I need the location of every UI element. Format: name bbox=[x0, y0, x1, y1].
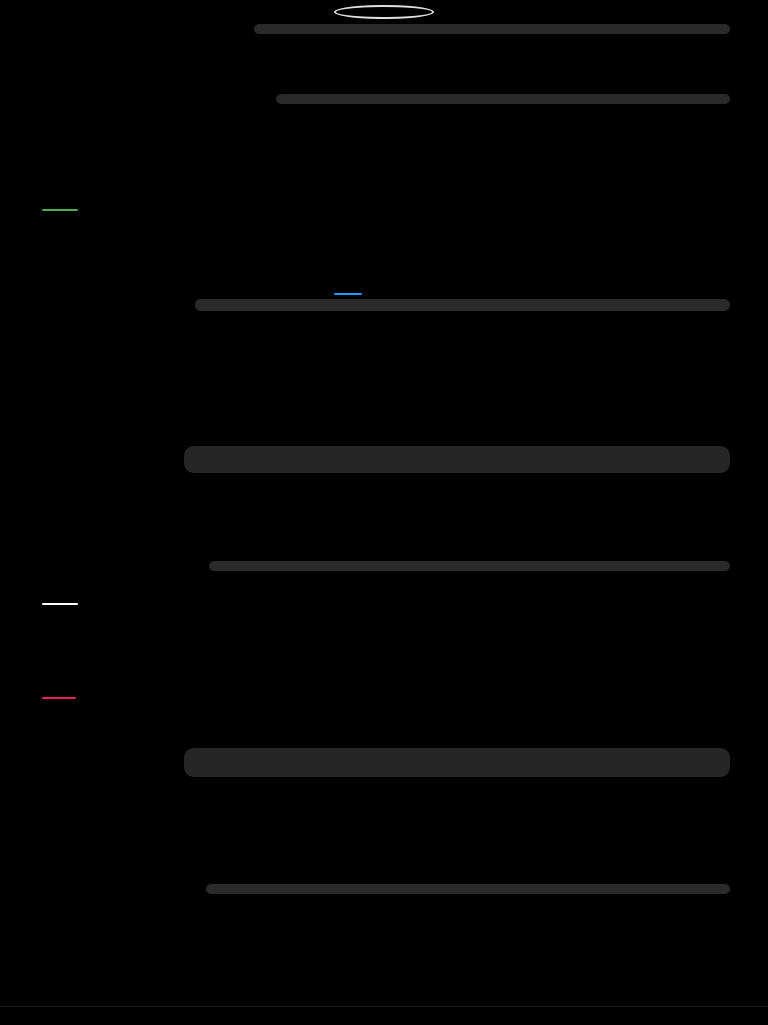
section-heading-3 bbox=[195, 299, 730, 311]
paragraph-12 bbox=[40, 896, 730, 1000]
list-item bbox=[80, 134, 730, 150]
list-item bbox=[80, 160, 730, 202]
section-heading-2 bbox=[276, 94, 730, 104]
quote-block-1 bbox=[184, 446, 730, 473]
list-item bbox=[80, 384, 730, 404]
list-item bbox=[80, 206, 730, 240]
footer-text bbox=[0, 1006, 768, 1025]
list-item bbox=[80, 330, 730, 354]
paragraph-11 bbox=[40, 780, 730, 880]
paragraph-9 bbox=[40, 606, 730, 692]
paragraph-3 bbox=[40, 244, 730, 272]
paragraph-1 bbox=[40, 34, 730, 90]
paragraph-8 bbox=[40, 573, 730, 601]
paragraph-4 bbox=[40, 276, 730, 296]
quote-block-2 bbox=[184, 748, 730, 777]
paragraph-7 bbox=[40, 476, 730, 558]
section-heading-5 bbox=[206, 884, 730, 894]
accent-green-line bbox=[42, 209, 78, 211]
paragraph-10 bbox=[40, 699, 730, 745]
logo-badge bbox=[334, 5, 434, 19]
section-heading-1 bbox=[254, 24, 730, 34]
paragraph-6 bbox=[40, 418, 730, 444]
paragraph-5 bbox=[40, 314, 730, 330]
list-item bbox=[80, 360, 730, 380]
list-item bbox=[80, 404, 730, 416]
accent-white-line bbox=[42, 603, 78, 605]
section-heading-4 bbox=[209, 561, 730, 571]
